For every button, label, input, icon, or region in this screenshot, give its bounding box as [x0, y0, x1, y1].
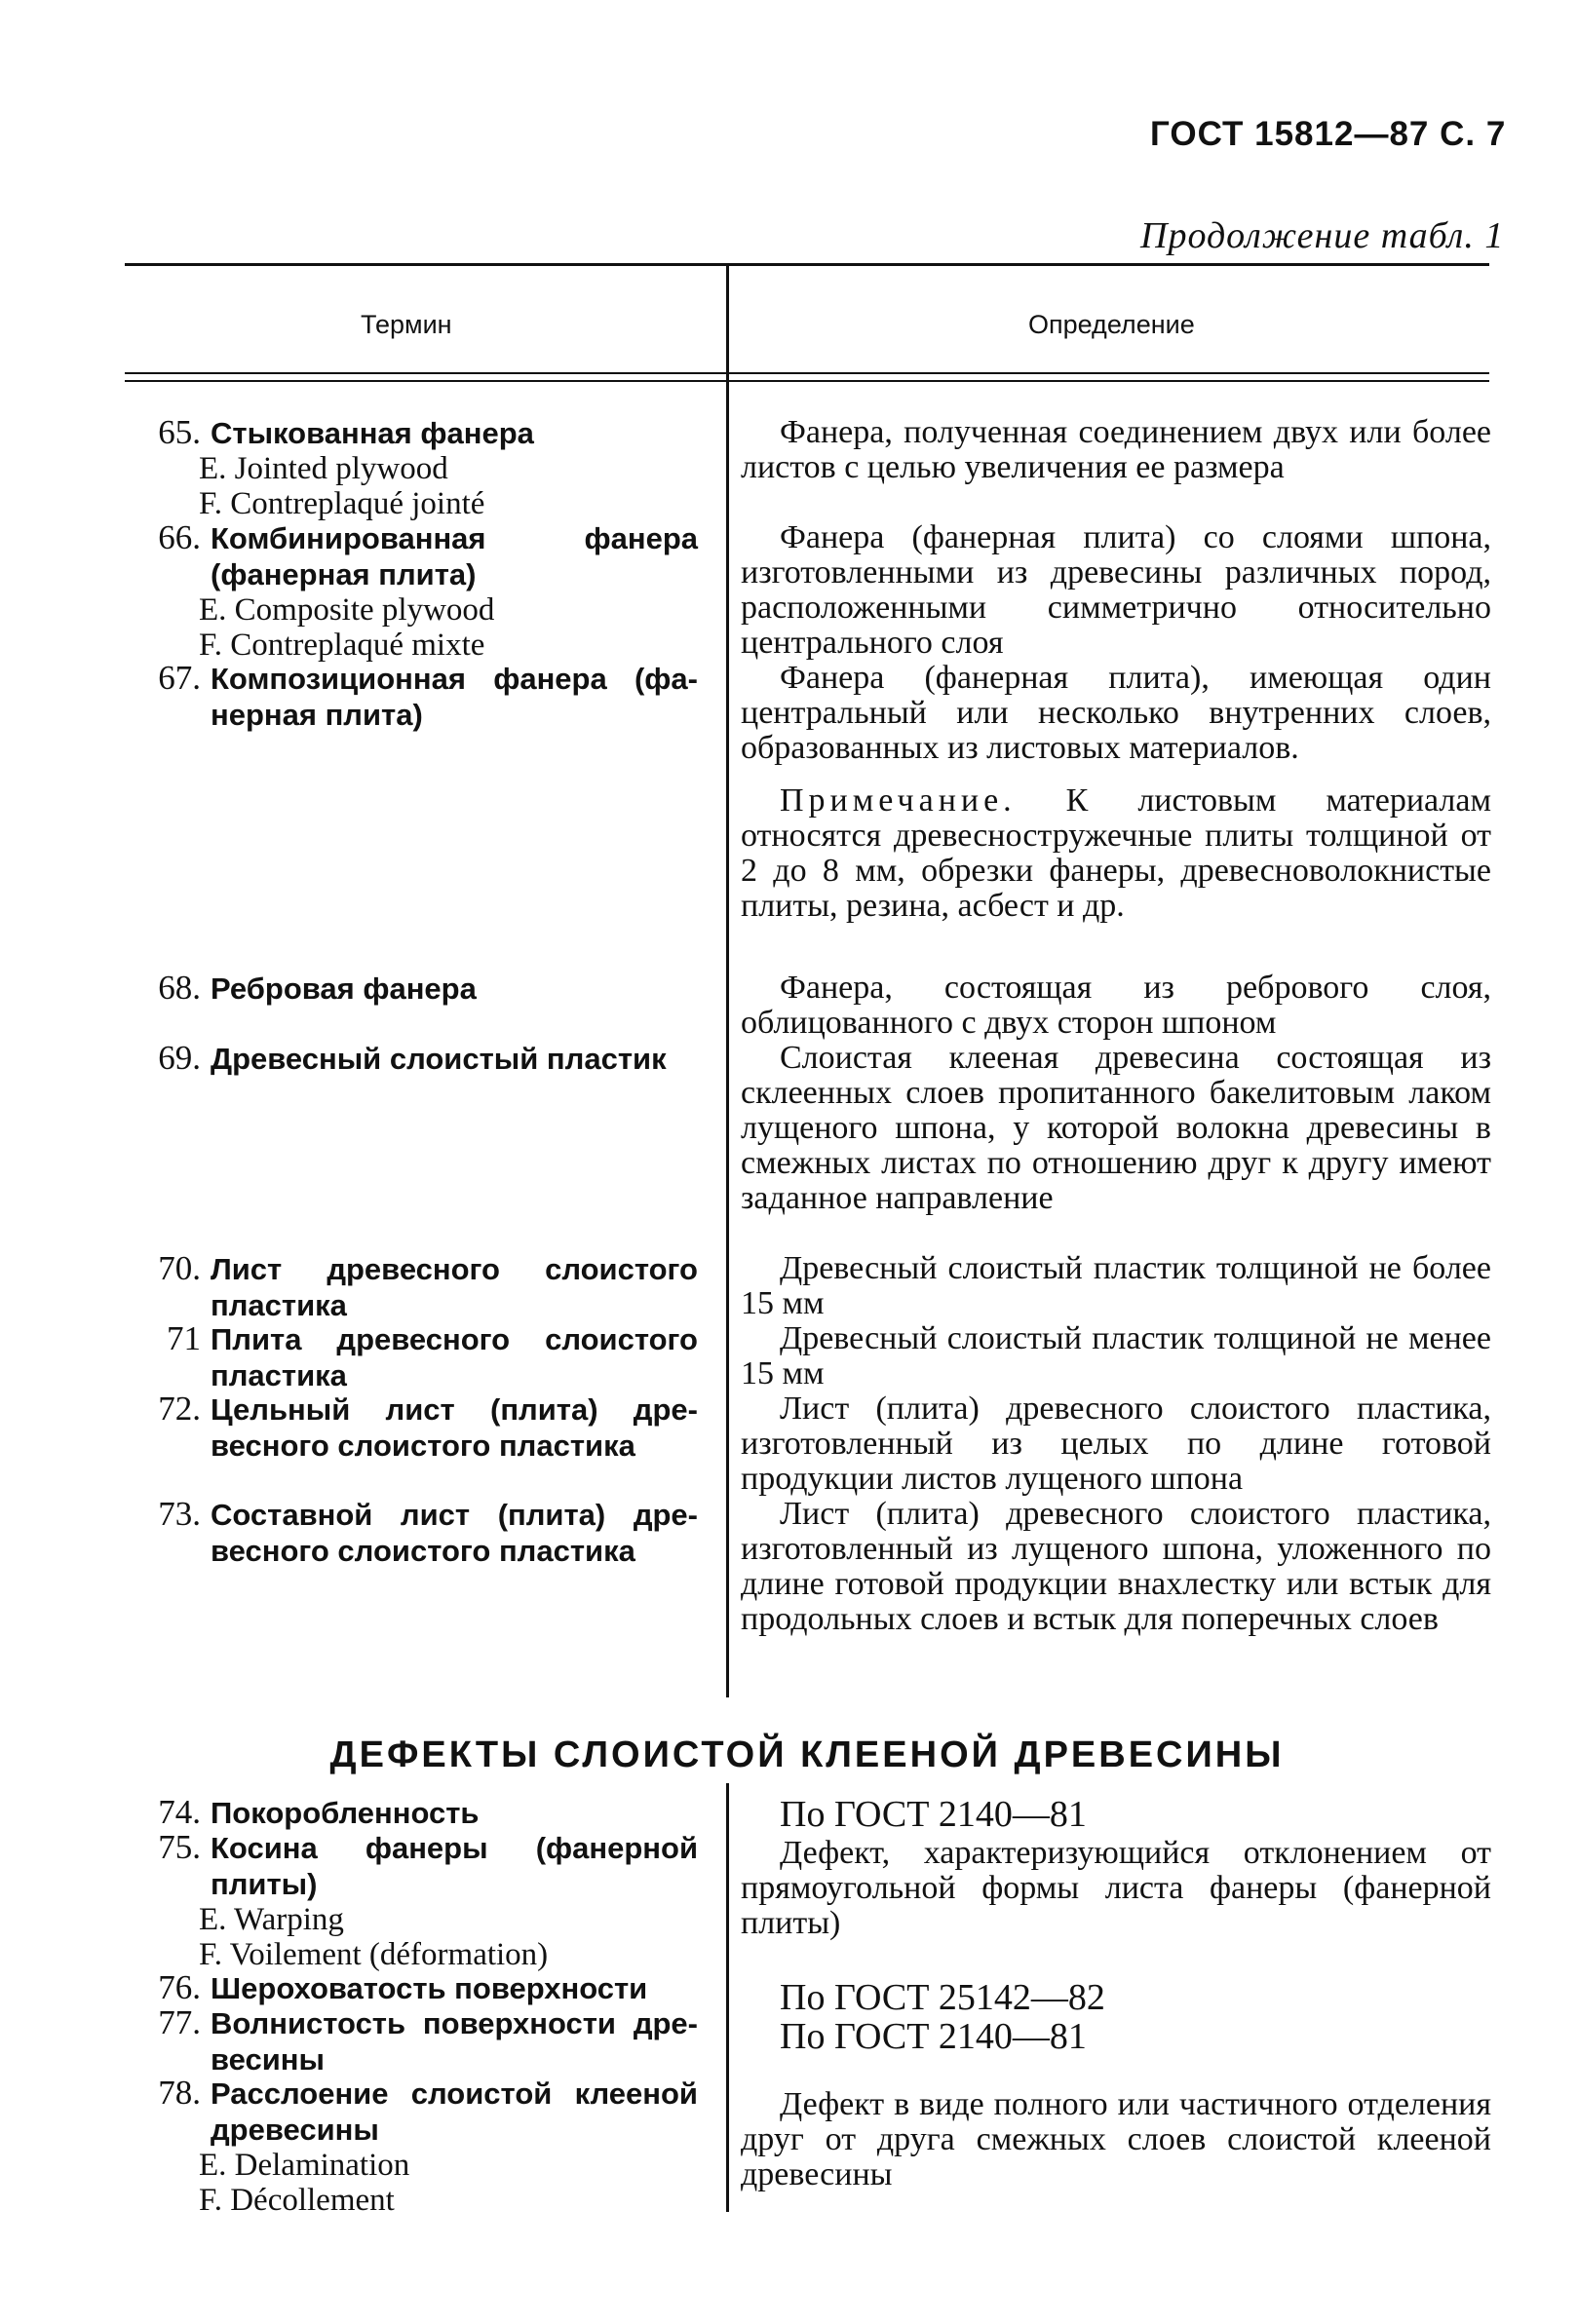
term-number: 69. — [158, 1039, 201, 1077]
term-english: E. Delamination — [199, 2148, 410, 2183]
term-title-line1: Лист древесного слоистого — [211, 1252, 698, 1286]
term-title-line2: плиты) — [211, 1867, 318, 1901]
term-title-line2: нерная плита) — [211, 698, 423, 732]
term-french: F. Contreplaqué jointé — [199, 486, 485, 521]
term-number: 68. — [158, 969, 201, 1007]
term-number: 77. — [158, 2003, 201, 2041]
definition-77: По ГОСТ 2140—81 — [780, 2016, 1087, 2057]
term-number: 66. — [158, 518, 201, 556]
term-number: 70. — [158, 1249, 201, 1287]
term-number: 67. — [158, 659, 201, 697]
header-rule-1 — [125, 372, 1489, 374]
term-english: E. Jointed plywood — [199, 451, 448, 486]
term-number: 76. — [158, 1968, 201, 2006]
term-74 — [133, 1795, 698, 1831]
note-text: К листовым материалам относятся древесностружечные плиты толщиной от 2 до 8 мм, обрезки фанеры, древесноволокнистые плиты, резина, асбест и др. — [741, 782, 1491, 924]
term-77 — [133, 2005, 698, 2077]
term-title-line1: Цельный лист (плита) дре- — [211, 1392, 698, 1427]
note-label: Примечание. — [780, 782, 1017, 819]
term-title: Стыкованная фанера — [211, 416, 534, 450]
table-top-rule — [125, 263, 1489, 266]
term-71 — [133, 1321, 698, 1393]
definition-74: По ГОСТ 2140—81 — [780, 1794, 1087, 1835]
definition-72: Лист (плита) древесного слоистого пластика, изготовленный из целых по длине готовой продукции листов лущеного шпона — [741, 1391, 1491, 1497]
term-67 — [133, 661, 698, 733]
term-title-line2: пластика — [211, 1288, 347, 1322]
definition-78: Дефект в виде полного или частичного отделения друг от друга смежных слоев слоистой клееной древесины — [741, 2086, 1491, 2192]
term-title-line1: Комбинированная фанера — [211, 521, 698, 555]
term-title-line1: Составной лист (плита) дре- — [211, 1498, 698, 1532]
term-number: 71 — [167, 1319, 201, 1357]
term-title-line2: весины — [211, 2042, 325, 2076]
definition-67-note — [741, 783, 1491, 924]
term-title-line1: Расслоение слоистой клееной — [211, 2076, 698, 2111]
term-title-line1: Волнистость поверхности дре- — [211, 2006, 698, 2040]
page-header: ГОСТ 15812—87 С. 7 — [1150, 115, 1507, 153]
term-number: 74. — [158, 1793, 201, 1831]
definition-76: По ГОСТ 25142—82 — [780, 1977, 1105, 2018]
term-75 — [133, 1830, 698, 1972]
term-68 — [133, 971, 698, 1007]
term-english: E. Warping — [199, 1902, 344, 1937]
term-title-line1: Косина фанеры (фанерной — [211, 1831, 698, 1865]
column-divider-lower — [726, 1783, 729, 2212]
term-number: 75. — [158, 1828, 201, 1866]
definition-66: Фанера (фанерная плита) со слоями шпона, изготовленными из древесины различных пород, расположенными симметрично относительно центрального слоя — [741, 519, 1491, 661]
table-caption: Продолжение табл. 1 — [1140, 215, 1505, 256]
term-73 — [133, 1497, 698, 1569]
term-title-line2: (фанерная плита) — [211, 557, 477, 591]
term-english: E. Composite plywood — [199, 592, 495, 628]
definition-69: Слоистая клееная древесина состоящая из склеенных слоев пропитанного бакелитовым лаком лущеного шпона, у которой волокна древесины в смежных листах по отношению друг к другу имеют заданное направление — [741, 1040, 1491, 1216]
header-rule-2 — [125, 380, 1489, 382]
column-header-definition: Определение — [1028, 310, 1195, 339]
term-number: 78. — [158, 2074, 201, 2112]
term-66 — [133, 520, 698, 663]
term-70 — [133, 1251, 698, 1323]
definition-68: Фанера, состоящая из ребрового слоя, облицованного с двух сторон шпоном — [741, 970, 1491, 1041]
term-french: F. Décollement — [199, 2183, 395, 2218]
term-72 — [133, 1391, 698, 1464]
column-divider — [726, 265, 729, 1697]
definition-71: Древесный слоистый пластик толщиной не менее 15 мм — [741, 1320, 1491, 1391]
term-title: Древесный слоистый пластик — [211, 1042, 667, 1076]
definition-75: Дефект, характеризующийся отклонением от прямоугольной формы листа фанеры (фанерной плиты) — [741, 1835, 1491, 1941]
term-french: F. Contreplaqué mixte — [199, 628, 485, 663]
term-number: 65. — [158, 413, 201, 451]
definition-73: Лист (плита) древесного слоистого пластика, изготовленный из лущеного шпона, уложенного по длине готовой продукции внахлестку или встык для продольных слоев и встык для поперечных слоев — [741, 1496, 1491, 1637]
column-header-term: Термин — [361, 310, 452, 339]
term-title-line2: древесины — [211, 2113, 379, 2147]
term-69 — [133, 1041, 698, 1077]
term-title-line1: Плита древесного слоистого — [211, 1322, 698, 1356]
section-heading: ДЕФЕКТЫ СЛОИСТОЙ КЛЕЕНОЙ ДРЕВЕСИНЫ — [329, 1734, 1285, 1775]
term-title-line2: весного слоистого пластика — [211, 1534, 635, 1568]
term-76 — [133, 1970, 698, 2006]
definition-70: Древесный слоистый пластик толщиной не более 15 мм — [741, 1250, 1491, 1321]
term-title: Шероховатость поверхности — [211, 1971, 648, 2005]
term-78 — [133, 2076, 698, 2218]
term-number: 72. — [158, 1390, 201, 1428]
term-65 — [133, 415, 698, 521]
definition-67: Фанера (фанерная плита), имеющая один центральный или несколько внутренних слоев, образованных из листовых материалов. — [741, 660, 1491, 766]
term-title-line1: Композиционная фанера (фа- — [211, 662, 698, 696]
term-title-line2: пластика — [211, 1358, 347, 1392]
term-number: 73. — [158, 1495, 201, 1533]
term-french: F. Voilement (déformation) — [199, 1937, 549, 1972]
definition-65: Фанера, полученная соединением двух или более листов с целью увеличения ее размера — [741, 414, 1491, 485]
term-title: Ребровая фанера — [211, 972, 477, 1006]
term-title: Покоробленность — [211, 1796, 480, 1830]
term-title-line2: весного слоистого пластика — [211, 1429, 635, 1463]
